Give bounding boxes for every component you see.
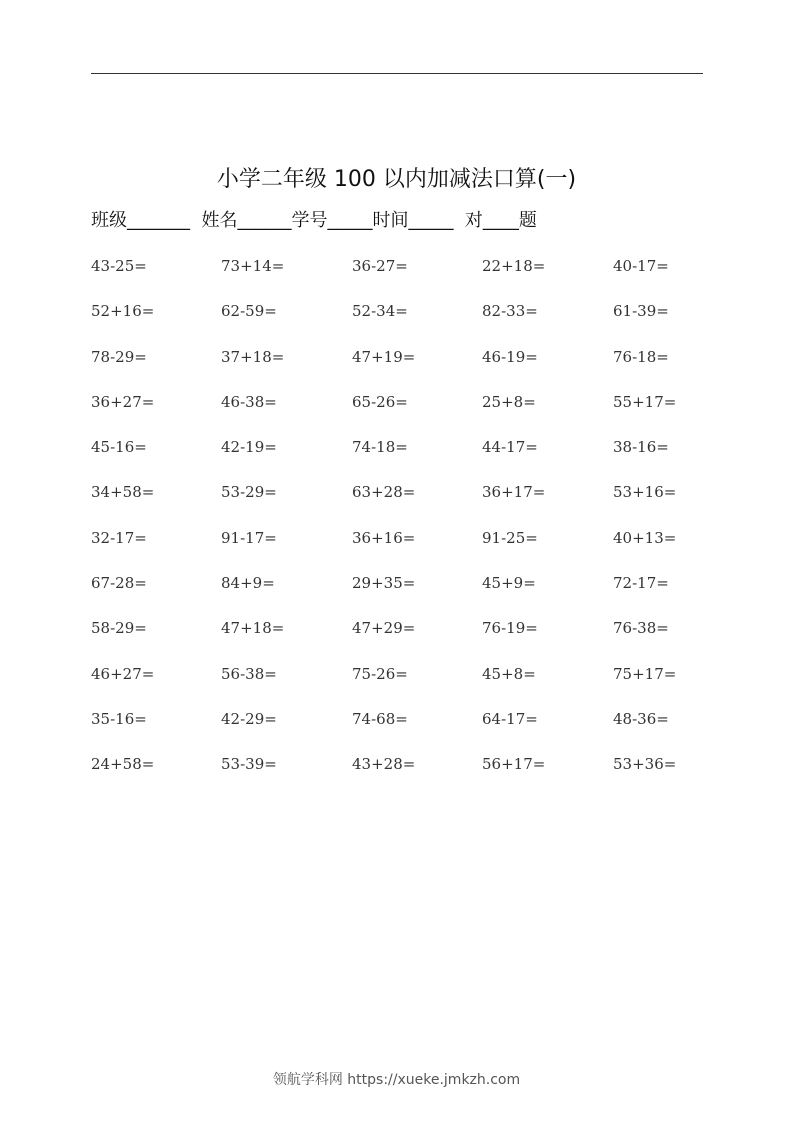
problem: 29+35= [352,574,416,593]
problem-row [91,571,741,616]
problem: 47+18= [221,619,285,638]
problem: 58-29= [91,619,147,638]
problem: 36+17= [482,483,546,502]
problem: 43+28= [352,755,416,774]
problem: 42-19= [221,438,277,457]
problem: 76-19= [482,619,538,638]
problem-grid [91,254,741,798]
problem-row [91,480,741,525]
problem: 53+16= [613,483,677,502]
problem-row [91,435,741,480]
problem: 45-16= [91,438,147,457]
header-divider [91,73,703,74]
problem: 67-28= [91,574,147,593]
problem: 74-18= [352,438,408,457]
problem: 64-17= [482,709,538,728]
problem: 72-17= [613,574,669,593]
problem: 74-68= [352,709,408,728]
problem: 25+8= [482,392,536,411]
problem: 53+36= [613,755,677,774]
problem: 76-18= [613,347,669,366]
problem: 40+13= [613,528,677,547]
problem: 78-29= [91,347,147,366]
problem: 47+19= [352,347,416,366]
problem: 34+58= [91,483,155,502]
problem: 53-29= [221,483,277,502]
problem-row [91,390,741,435]
problem-row [91,345,741,390]
problem: 36+27= [91,392,155,411]
problem: 36+16= [352,528,416,547]
problem: 75+17= [613,664,677,683]
problem: 56+17= [482,755,546,774]
problem: 44-17= [482,438,538,457]
problem: 22+18= [482,257,546,275]
problem: 56-38= [221,664,277,683]
problem: 47+29= [352,619,416,638]
problem: 73+14= [221,257,285,275]
problem: 36-27= [352,257,408,275]
problem-row [91,254,741,299]
problem: 45+9= [482,574,536,593]
problem: 46+27= [91,664,155,683]
problem: 84+9= [221,574,275,593]
problem: 24+58= [91,755,155,774]
problem-row [91,616,741,661]
problem: 91-17= [221,528,277,547]
problem-row [91,707,741,752]
problem: 52-34= [352,302,408,321]
problem: 82-33= [482,302,538,321]
problem: 45+8= [482,664,536,683]
footer-source-text: 领航学科网 https://xueke.jmkzh.com [272,1072,521,1088]
student-info-line: 班级_______ 姓名______学号_____时间_____ 对____题 [91,210,537,231]
problem-row [91,526,741,571]
page-title: 小学二年级 100 以内加减法口算(一) [216,167,577,192]
problem: 62-59= [221,302,277,321]
problem: 35-16= [91,709,147,728]
problem: 91-25= [482,528,538,547]
problem: 38-16= [613,438,669,457]
problem: 75-26= [352,664,408,683]
problem-row [91,299,741,344]
problem: 48-36= [613,709,669,728]
problem: 32-17= [91,528,147,547]
problem: 42-29= [221,709,277,728]
problem: 43-25= [91,257,147,275]
problem: 61-39= [613,302,669,321]
problem: 76-38= [613,619,669,638]
problem: 46-19= [482,347,538,366]
problem-row [91,752,741,797]
problem: 53-39= [221,755,277,774]
problem: 63+28= [352,483,416,502]
problem: 65-26= [352,392,408,411]
problem: 46-38= [221,392,277,411]
problem: 52+16= [91,302,155,321]
problem: 37+18= [221,347,285,366]
problem: 40-17= [613,257,669,275]
problem-row [91,662,741,707]
problem: 55+17= [613,392,677,411]
